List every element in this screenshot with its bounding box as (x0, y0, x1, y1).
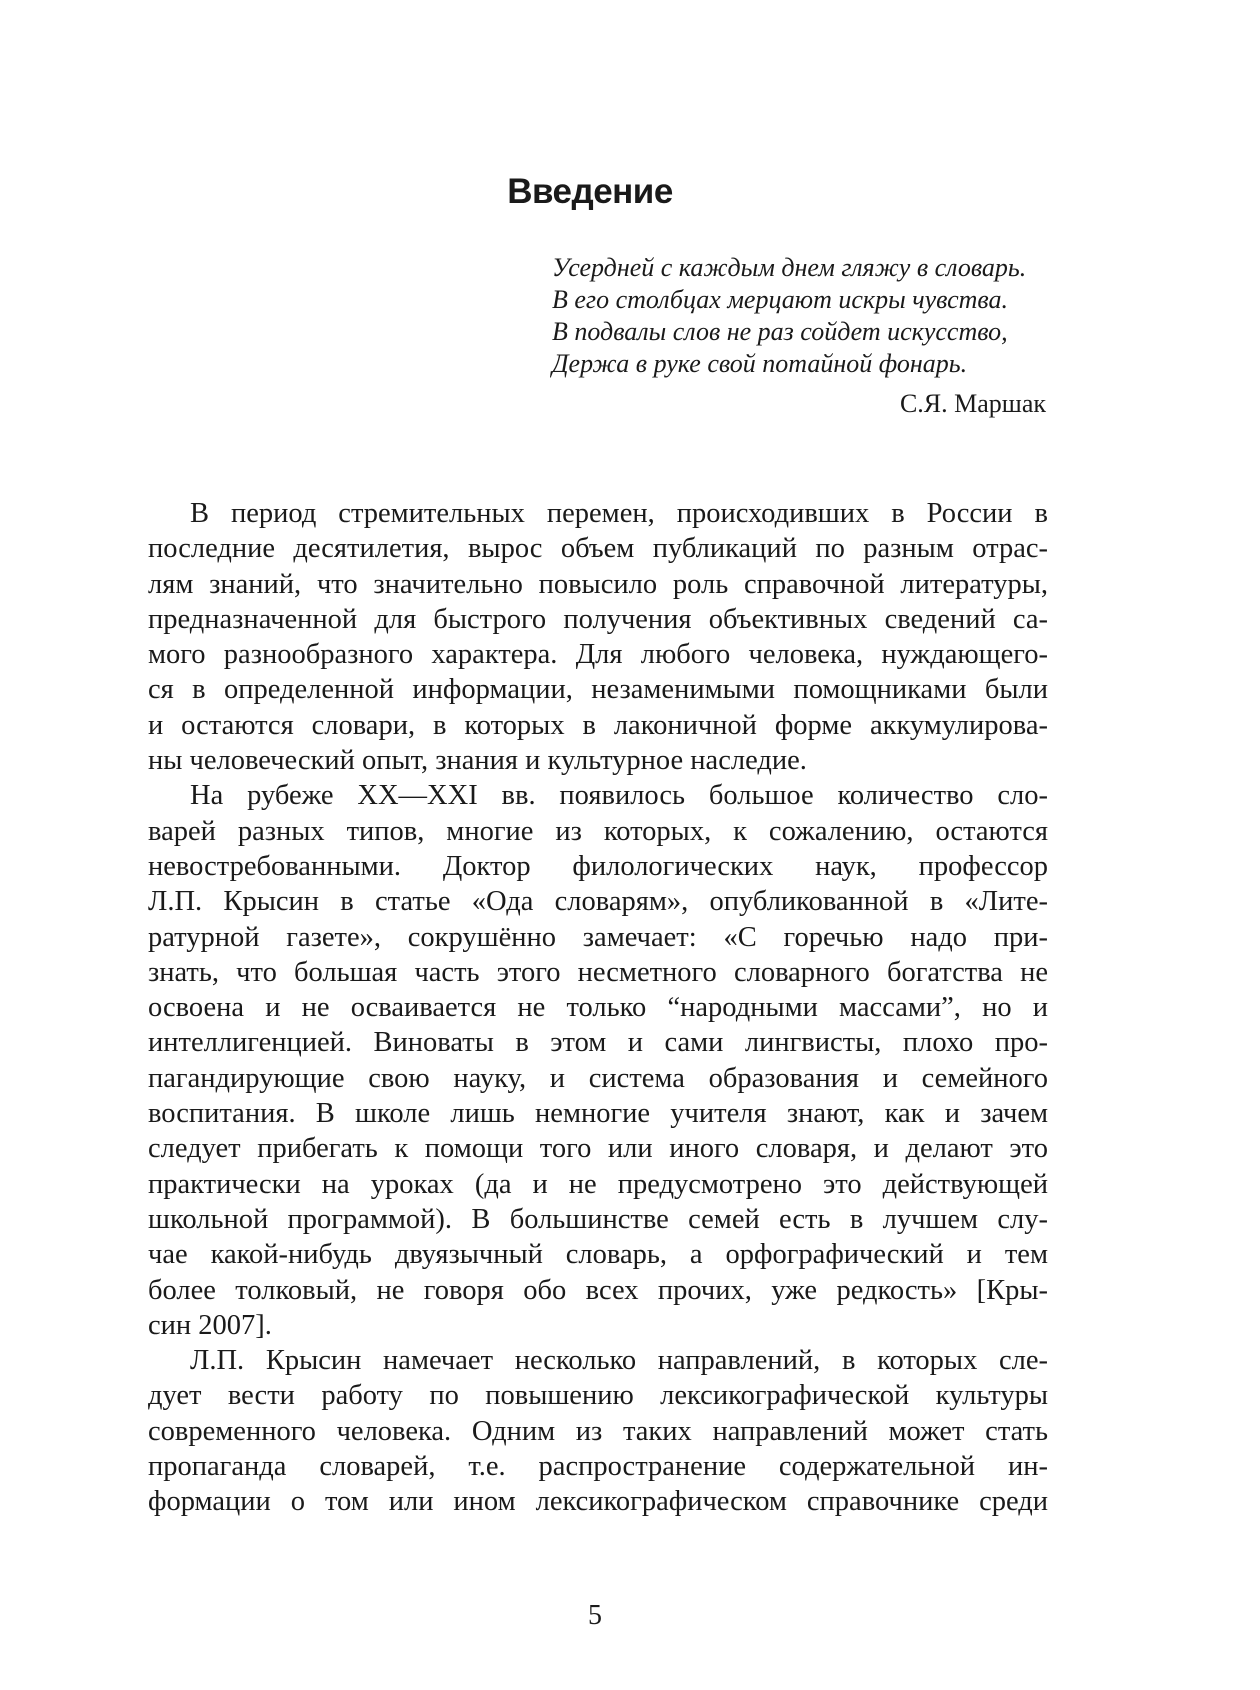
text-line: интеллигенцией. Виноваты в этом и сами лингвисты, плохо про- (148, 1027, 1048, 1059)
paragraph-1 (148, 496, 1048, 778)
epigraph-line: В подвалы слов не раз сойдет искусство, (552, 317, 1008, 346)
text-line: варей разных типов, многие из которых, к сожалению, остаются (148, 815, 1048, 847)
epigraph-author: С.Я. Маршак (899, 389, 1046, 418)
text-line: практически на уроках (да и не предусмотрено это действующей (148, 1168, 1048, 1200)
text-line: ратурной газете», сокрушённо замечает: «С горечью надо при- (148, 921, 1048, 953)
epigraph-line: Усердней с каждым днем гляжу в словарь. (552, 253, 1027, 282)
text-line: современного человека. Одним из таких направлений может стать (148, 1415, 1048, 1447)
text-line: знать, что большая часть этого несметного словарного богатства не (148, 956, 1048, 988)
text-line: формации о том или ином лексикографическом справочнике среди (148, 1486, 1048, 1518)
text-line: освоена и не осваивается не только “народными массами”, но и (148, 992, 1048, 1024)
text-line: последние десятилетия, вырос объем публикаций по разным отрас- (148, 533, 1048, 565)
text-line: чае какой-нибудь двуязычный словарь, а орфографический и тем (148, 1239, 1048, 1271)
text-line: дует вести работу по повышению лексикографической культуры (148, 1380, 1048, 1412)
text-line: и остаются словари, в которых в лаконичной форме аккумулирова- (148, 709, 1048, 741)
epigraph-line: Держа в руке свой потайной фонарь. (552, 349, 968, 378)
text-line: более толковый, не говоря обо всех прочих, уже редкость» [Кры- (148, 1274, 1048, 1306)
body-text (148, 496, 1048, 1520)
paragraph-3 (148, 1343, 1048, 1519)
paragraph-2 (148, 778, 1048, 1343)
page-number: 5 (588, 1600, 602, 1631)
text-line: предназначенной для быстрого получения объективных сведений са- (148, 603, 1048, 635)
text-line: син 2007]. (148, 1309, 272, 1341)
text-line: Л.П. Крысин намечает несколько направлений, в которых сле- (190, 1345, 1048, 1377)
epigraph-line: В его столбцах мерцают искры чувства. (552, 285, 1009, 314)
text-line: Л.П. Крысин в статье «Ода словарям», опубликованной в «Лите- (148, 886, 1048, 918)
text-line: невостребованными. Доктор филологических наук, профессор (148, 850, 1048, 882)
text-line: ся в определенной информации, незаменимыми помощниками были (148, 674, 1048, 706)
text-line: следует прибегать к помощи того или иного словаря, и делают это (148, 1133, 1048, 1165)
text-line: воспитания. В школе лишь немногие учителя знают, как и зачем (148, 1098, 1048, 1130)
chapter-heading: Введение (507, 172, 673, 211)
text-line: школьной программой). В большинстве семей есть в лучшем слу- (148, 1203, 1048, 1235)
text-line: На рубеже XX—XXI вв. появилось большое количество сло- (190, 780, 1048, 812)
text-line: В период стремительных перемен, происходивших в России в (190, 498, 1048, 529)
text-line: лям знаний, что значительно повысило роль справочной литературы, (148, 568, 1048, 600)
epigraph (552, 252, 1052, 380)
text-line: мого разнообразного характера. Для любого человека, нуждающего- (148, 639, 1048, 671)
text-line: пропаганда словарей, т.е. распространение содержательной ин- (148, 1451, 1048, 1483)
text-line: пагандирующие свою науку, и система образования и семейного (148, 1062, 1048, 1094)
text-line: ны человеческий опыт, знания и культурное наследие. (148, 745, 807, 777)
